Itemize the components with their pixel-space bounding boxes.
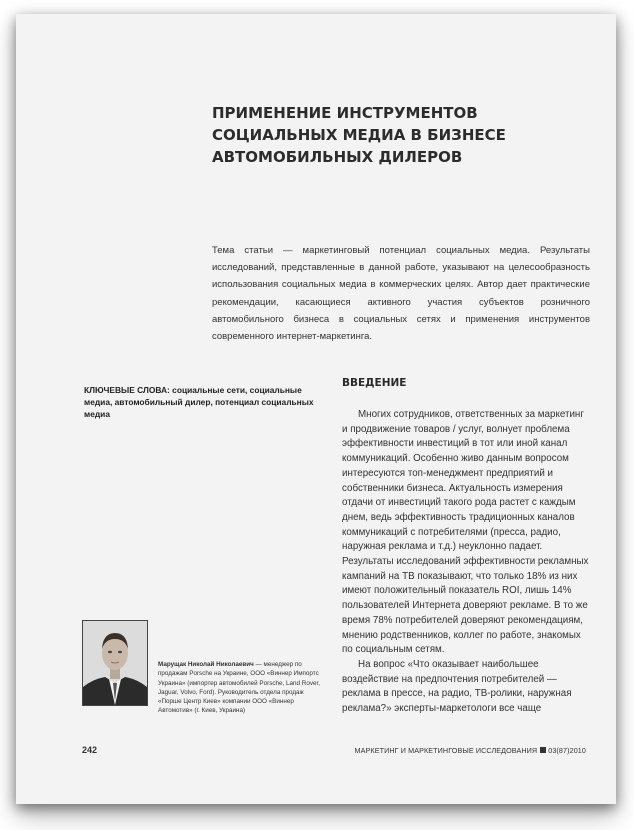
- author-name: Марущак Николай Николаевич: [158, 661, 254, 668]
- article-title: ПРИМЕНЕНИЕ ИНСТРУМЕНТОВ СОЦИАЛЬНЫХ МЕДИА В БИЗНЕСЕ АВТОМОБИЛЬНЫХ ДИЛЕРОВ: [212, 104, 506, 166]
- author-photo: [82, 620, 148, 706]
- journal-name: МАРКЕТИНГ И МАРКЕТИНГОВЫЕ ИССЛЕДОВАНИЯ: [354, 746, 538, 755]
- journal-footer: [355, 746, 586, 755]
- author-portrait-icon: [83, 621, 147, 705]
- article-body: [342, 408, 590, 717]
- author-description: — менеджер по продажам Porsche на Украине, ООО «Виннер Импортс Украина» (импортер автомобилей Porsche, Land Rover, Jaguar, Volvo, Ford). Руководитель отдела продаж «Порше Центр Киев» компании ООО «Виннер Автомотив» (г. Киев, Украина): [158, 661, 320, 715]
- keywords-text: социальные сети, социальные медиа, автомобильный дилер, потенциал социальных медиа: [84, 385, 314, 419]
- section-heading: ВВЕДЕНИЕ: [342, 377, 407, 389]
- author-bio: [158, 660, 322, 716]
- body-paragraph: Многих сотрудников, ответственных за маркетинг и продвижение товаров / услуг, волнует проблема эффективности инвестиций в тот или иной канал коммуникаций. Особенно живо данным вопросом интересуются топ-менеджмент предприятий и собственники бизнеса. Актуальность измерения отдачи от инвестиций такого рода растет с каждым днем, ведь эффективность традиционных каналов коммуникаций с потребителями (пресса, радио, наружная реклама и т.д.) неуклонно падает. Результаты исследований эффективности рекламных кампаний на ТВ показывают, что только 18% из них имеют положительный показатель ROI, лишь 14% пользователей Интернета доверяют рекламе. В то же время 78% потребителей доверяют рекомендациям, мнению родственников, коллег по работе, знакомых по социальным сетям.: [342, 409, 589, 656]
- square-bullet-icon: [540, 747, 546, 753]
- journal-page: [16, 14, 616, 804]
- keywords-label: КЛЮЧЕВЫЕ СЛОВА:: [84, 385, 170, 395]
- page-number: 242: [82, 745, 98, 755]
- article-abstract: Тема статьи — маркетинговый потенциал социальных медиа. Результаты исследований, представленные в данной работе, указывают на целесообразность использования социальных медиа в коммерческих целях. Автор дает практические рекомендации, касающиеся активного участия субъектов розничного автомобильного бизнеса в социальных сетях и применения инструментов современного интернет-маркетинга.: [212, 245, 590, 343]
- journal-issue: 03(87)2010: [548, 746, 586, 755]
- body-paragraph: На вопрос «Что оказывает наибольшее воздействие на предпочтения потребителей — реклама в прессе, на радио, ТВ-ролики, наружная реклама?» эксперты-маркетологи все чаще: [342, 658, 572, 715]
- keywords-block: [84, 384, 324, 420]
